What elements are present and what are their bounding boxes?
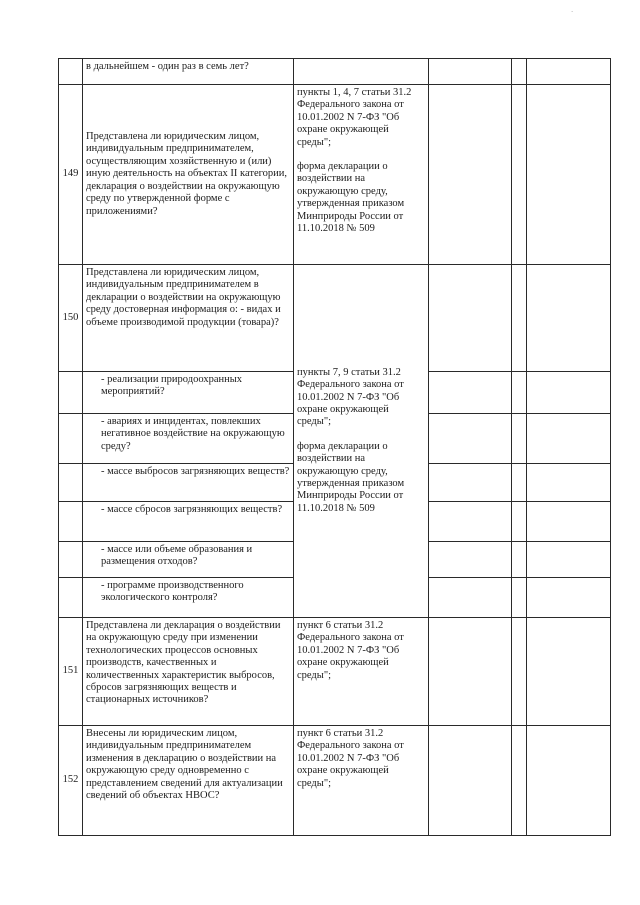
question-cell: Внесены ли юридическим лицом, индивидуальным предпринимателем изменения в декларацию о воздействии на окружающую среду одновременно с представлением сведений для актуализации сведений об объектах НВОС?	[83, 726, 294, 836]
answer-cell	[512, 85, 527, 265]
question-cell: Представлена ли юридическим лицом, индивидуальным предпринимателем в декларации о воздействии на окружающую среду достоверная информация о: - видах и объеме производимой продукции (товара)?	[83, 265, 294, 372]
question-cell: - массе сбросов загрязняющих веществ?	[83, 502, 294, 542]
row-number	[59, 502, 83, 542]
table-row	[59, 265, 611, 372]
row-number	[59, 542, 83, 578]
answer-cell	[429, 414, 512, 464]
row-number: 152	[59, 726, 83, 836]
answer-cell	[512, 464, 527, 502]
reference-gap	[297, 429, 425, 441]
question-cell: - массе выбросов загрязняющих веществ?	[83, 464, 294, 502]
question-text: Представлена ли юридическим лицом, индивидуальным предпринимателем, осуществляющим хозяйственную и (или) иную деятельность на объектах II категории, декларация о воздействии на окружающую среду по утвержденной форме с приложениями?	[86, 131, 288, 217]
reference-cell	[294, 59, 429, 85]
note-cell	[527, 578, 611, 618]
note-cell	[527, 726, 611, 836]
note-cell	[527, 502, 611, 542]
answer-cell	[429, 85, 512, 265]
note-cell	[527, 542, 611, 578]
answer-cell	[512, 726, 527, 836]
row-number	[59, 372, 83, 414]
table-row	[59, 85, 611, 265]
reference-cell	[294, 265, 429, 618]
row-number	[59, 59, 83, 85]
answer-cell	[429, 578, 512, 618]
reference-form: форма декларации о воздействии на окружающую среду, утвержденная приказом Минприроды России от 11.10.2018 № 509	[297, 440, 405, 514]
answer-cell	[512, 265, 527, 372]
question-cell: - реализации природоохранных мероприятий?	[83, 372, 294, 414]
question-cell: - массе или объеме образования и размещения отходов?	[83, 542, 294, 578]
row-number	[59, 578, 83, 618]
row-number: 149	[59, 85, 83, 265]
answer-cell	[429, 502, 512, 542]
reference-law: пункты 1, 4, 7 статьи 31.2 Федерального закона от 10.01.2002 N 7-ФЗ "Об охране окружающей среды";	[297, 87, 412, 148]
answer-cell	[512, 502, 527, 542]
row-number	[59, 414, 83, 464]
answer-cell	[512, 372, 527, 414]
answer-cell	[429, 464, 512, 502]
table-row	[59, 618, 611, 726]
reference-gap	[297, 149, 425, 161]
note-cell	[527, 265, 611, 372]
reference-cell: пункт 6 статьи 31.2 Федерального закона от 10.01.2002 N 7-ФЗ "Об охране окружающей среды";	[294, 726, 429, 836]
reference-law: пункты 7, 9 статьи 31.2 Федерального закона от 10.01.2002 N 7-ФЗ "Об охране окружающей среды";	[297, 366, 404, 428]
question-cell: Представлена ли декларация о воздействии на окружающую среду при изменении технологических процессов основных производств, качественных и количественных характеристик выбросов, сбросов загрязняющих веществ и стационарных источников?	[83, 618, 294, 726]
row-number: 150	[59, 265, 83, 372]
row-number	[59, 464, 83, 502]
reference-cell	[294, 85, 429, 265]
table-row	[59, 726, 611, 836]
answer-cell	[429, 372, 512, 414]
answer-cell	[429, 59, 512, 85]
answer-cell	[429, 726, 512, 836]
row-number: 151	[59, 618, 83, 726]
answer-cell	[429, 265, 512, 372]
answer-cell	[512, 578, 527, 618]
reference-form: форма декларации о воздействии на окружающую среду, утвержденная приказом Минприроды России от 11.10.2018 № 509	[297, 161, 405, 235]
question-cell: в дальнейшем - один раз в семь лет?	[83, 59, 294, 85]
table-row	[59, 59, 611, 85]
answer-cell	[429, 542, 512, 578]
answer-cell	[512, 618, 527, 726]
note-cell	[527, 372, 611, 414]
answer-cell	[429, 618, 512, 726]
reference-cell: пункт 6 статьи 31.2 Федерального закона от 10.01.2002 N 7-ФЗ "Об охране окружающей среды";	[294, 618, 429, 726]
question-cell: - авариях и инцидентах, повлекших негативное воздействие на окружающую среду?	[83, 414, 294, 464]
note-cell	[527, 59, 611, 85]
question-cell: - программе производственного экологического контроля?	[83, 578, 294, 618]
question-cell	[83, 85, 294, 265]
note-cell	[527, 85, 611, 265]
note-cell	[527, 618, 611, 726]
note-cell	[527, 464, 611, 502]
note-cell	[527, 414, 611, 464]
answer-cell	[512, 59, 527, 85]
scan-artifact: .	[571, 6, 574, 14]
answer-cell	[512, 414, 527, 464]
answer-cell	[512, 542, 527, 578]
checklist-table	[58, 58, 611, 836]
